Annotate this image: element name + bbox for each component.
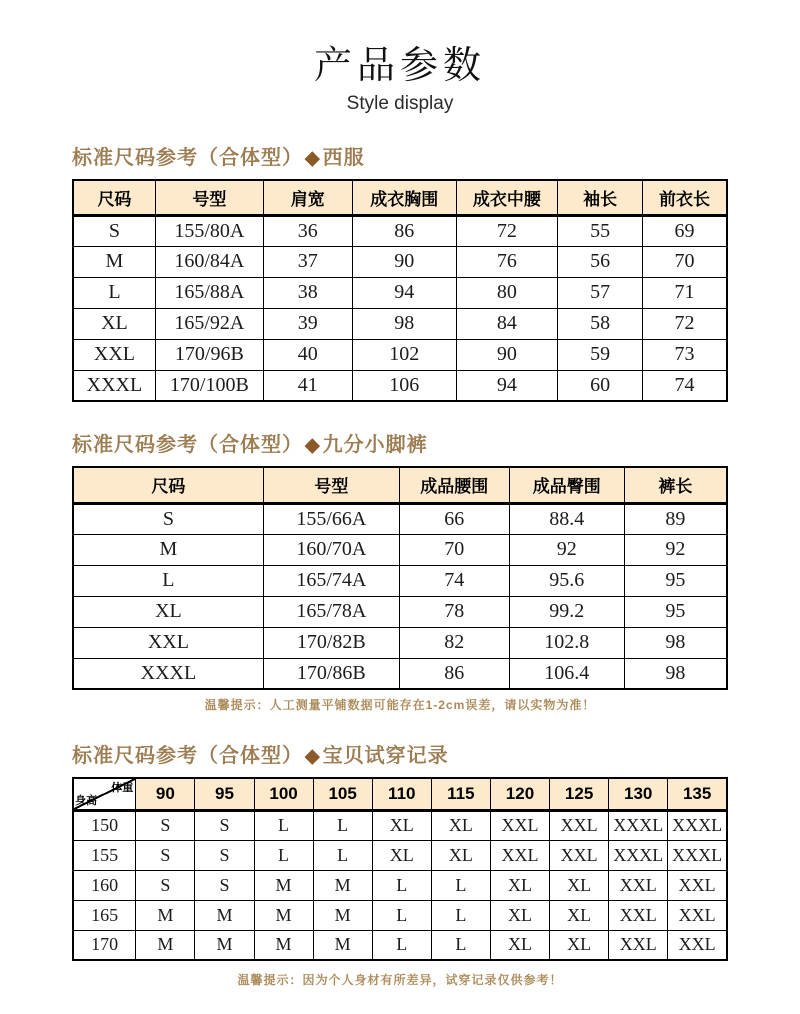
table-cell: 95.6 xyxy=(509,565,624,596)
table-cell: L xyxy=(313,840,372,870)
table-cell: 95 xyxy=(624,596,727,627)
table-cell: L xyxy=(372,900,431,930)
table-cell: 55 xyxy=(558,215,643,246)
table-row xyxy=(73,215,727,246)
table-row xyxy=(73,930,727,960)
table-cell: 57 xyxy=(558,277,643,308)
section-title-text: 标准尺码参考（合体型） xyxy=(72,434,303,456)
table-cell: XL xyxy=(550,900,609,930)
table-cell: 80 xyxy=(456,277,557,308)
table-cell: 72 xyxy=(643,308,727,339)
table-cell: L xyxy=(431,900,490,930)
section-pants xyxy=(72,428,728,713)
table-cell: 106 xyxy=(352,370,456,401)
fitting-note: 温馨提示：因为个人身材有所差异，试穿记录仅供参考！ xyxy=(237,973,563,987)
page-subtitle: Style display xyxy=(346,93,454,114)
column-header: 肩宽 xyxy=(263,180,352,215)
table-cell: S xyxy=(195,810,254,840)
table-cell: 90 xyxy=(456,339,557,370)
table-cell: M xyxy=(136,900,195,930)
table-cell: XXL xyxy=(73,627,263,658)
table-cell: XL xyxy=(550,930,609,960)
diamond-icon: ◆ xyxy=(305,746,321,767)
table-cell: 38 xyxy=(263,277,352,308)
title-block xyxy=(0,0,800,115)
table-cell: 82 xyxy=(399,627,509,658)
table-cell: 40 xyxy=(263,339,352,370)
table-cell: M xyxy=(195,930,254,960)
header-row xyxy=(73,180,727,215)
table-cell: 155/80A xyxy=(155,215,263,246)
table-row xyxy=(73,900,727,930)
table-cell: 76 xyxy=(456,246,557,277)
table-cell: M xyxy=(313,870,372,900)
size-table-fitting xyxy=(72,777,728,961)
table-cell: 170 xyxy=(73,930,136,960)
table-cell: M xyxy=(73,534,263,565)
table-cell: 94 xyxy=(352,277,456,308)
table-cell: S xyxy=(195,870,254,900)
section-fitting xyxy=(72,739,728,1014)
table-row xyxy=(73,308,727,339)
content xyxy=(72,141,728,1014)
table-cell: XL xyxy=(73,596,263,627)
table-cell: 84 xyxy=(456,308,557,339)
column-header: 95 xyxy=(195,778,254,810)
table-cell: M xyxy=(313,930,372,960)
table-row xyxy=(73,810,727,840)
table-cell: L xyxy=(254,840,313,870)
table-cell: 95 xyxy=(624,565,727,596)
table-cell: 165/88A xyxy=(155,277,263,308)
table-cell: 155 xyxy=(73,840,136,870)
table-cell: XL xyxy=(490,900,549,930)
table-cell: XL xyxy=(550,870,609,900)
table-cell: 165 xyxy=(73,900,136,930)
table-row xyxy=(73,596,727,627)
header-row xyxy=(73,467,727,503)
table-cell: S xyxy=(73,215,155,246)
table-cell: XXXL xyxy=(73,370,155,401)
table-cell: 71 xyxy=(643,277,727,308)
table-cell: M xyxy=(313,900,372,930)
table-row xyxy=(73,870,727,900)
table-cell: 90 xyxy=(352,246,456,277)
column-header: 成品臀围 xyxy=(509,467,624,503)
table-cell: XXXL xyxy=(73,658,263,689)
table-cell: M xyxy=(136,930,195,960)
section-title-fitting xyxy=(72,739,728,768)
table-cell: 60 xyxy=(558,370,643,401)
table-cell: XXL xyxy=(668,900,727,930)
table-cell: 102 xyxy=(352,339,456,370)
table-cell: 86 xyxy=(399,658,509,689)
table-cell: 170/96B xyxy=(155,339,263,370)
column-header: 前衣长 xyxy=(643,180,727,215)
table-cell: 98 xyxy=(624,627,727,658)
table-row xyxy=(73,503,727,534)
table-cell: XXL xyxy=(609,930,668,960)
section-title-text: 标准尺码参考（合体型） xyxy=(72,147,303,169)
table-cell: 106.4 xyxy=(509,658,624,689)
column-header: 100 xyxy=(254,778,313,810)
table-row xyxy=(73,627,727,658)
table-row xyxy=(73,840,727,870)
table-cell: S xyxy=(73,503,263,534)
table-cell: 98 xyxy=(624,658,727,689)
column-header: 110 xyxy=(372,778,431,810)
table-cell: XXL xyxy=(550,810,609,840)
table-cell: 170/100B xyxy=(155,370,263,401)
column-header: 成衣中腰 xyxy=(456,180,557,215)
diamond-icon: ◆ xyxy=(305,148,321,169)
page-title: 产品参数 xyxy=(313,45,486,87)
table-cell: 88.4 xyxy=(509,503,624,534)
table-cell: XXL xyxy=(668,930,727,960)
column-header: 135 xyxy=(668,778,727,810)
column-header: 成品腰围 xyxy=(399,467,509,503)
column-header: 号型 xyxy=(155,180,263,215)
table-cell: L xyxy=(372,870,431,900)
table-cell: XXL xyxy=(490,810,549,840)
table-cell: XXXL xyxy=(609,810,668,840)
table-cell: 98 xyxy=(352,308,456,339)
table-cell: XL xyxy=(73,308,155,339)
table-cell: S xyxy=(195,840,254,870)
table-cell: M xyxy=(254,900,313,930)
table-cell: XXXL xyxy=(609,840,668,870)
table-cell: 69 xyxy=(643,215,727,246)
table-cell: 160/70A xyxy=(263,534,399,565)
table-cell: XXXL xyxy=(668,840,727,870)
table-cell: XL xyxy=(490,870,549,900)
column-header: 130 xyxy=(609,778,668,810)
table-cell: 70 xyxy=(643,246,727,277)
height-axis-label: 身高 xyxy=(75,794,97,807)
table-cell: L xyxy=(313,810,372,840)
table-row xyxy=(73,565,727,596)
table-cell: 56 xyxy=(558,246,643,277)
table-cell: S xyxy=(136,870,195,900)
table-cell: 37 xyxy=(263,246,352,277)
section-suit xyxy=(72,141,728,402)
table-row xyxy=(73,339,727,370)
table-cell: XXL xyxy=(609,900,668,930)
table-cell: 72 xyxy=(456,215,557,246)
weight-axis-label: 体重 xyxy=(111,782,134,794)
table-row xyxy=(73,658,727,689)
table-cell: 89 xyxy=(624,503,727,534)
table-cell: 70 xyxy=(399,534,509,565)
table-cell: XL xyxy=(372,840,431,870)
table-cell: XL xyxy=(431,810,490,840)
table-cell: 170/86B xyxy=(263,658,399,689)
table-cell: L xyxy=(73,565,263,596)
diamond-icon: ◆ xyxy=(305,435,321,456)
table-cell: 58 xyxy=(558,308,643,339)
table-cell: L xyxy=(254,810,313,840)
column-header: 115 xyxy=(431,778,490,810)
column-header: 袖长 xyxy=(558,180,643,215)
table-cell: 78 xyxy=(399,596,509,627)
column-header: 成衣胸围 xyxy=(352,180,456,215)
table-cell: L xyxy=(431,930,490,960)
table-cell: M xyxy=(254,930,313,960)
table-cell: XXL xyxy=(73,339,155,370)
table-cell: 165/92A xyxy=(155,308,263,339)
column-header: 尺码 xyxy=(73,180,155,215)
table-cell: 92 xyxy=(624,534,727,565)
section-subject-label: 九分小脚裤 xyxy=(322,434,428,456)
size-table-suit xyxy=(72,179,728,402)
table-cell: 160/84A xyxy=(155,246,263,277)
column-header: 105 xyxy=(313,778,372,810)
column-header: 120 xyxy=(490,778,549,810)
table-cell: 150 xyxy=(73,810,136,840)
table-cell: XXL xyxy=(550,840,609,870)
table-cell: 36 xyxy=(263,215,352,246)
section-title-pants xyxy=(72,428,728,457)
table-cell: 92 xyxy=(509,534,624,565)
section-subject-label: 宝贝试穿记录 xyxy=(322,745,449,767)
table-cell: XL xyxy=(372,810,431,840)
table-cell: 102.8 xyxy=(509,627,624,658)
table-cell: 74 xyxy=(643,370,727,401)
table-cell: 160 xyxy=(73,870,136,900)
table-cell: 94 xyxy=(456,370,557,401)
table-cell: 170/82B xyxy=(263,627,399,658)
table-cell: 155/66A xyxy=(263,503,399,534)
table-cell: XXL xyxy=(668,870,727,900)
section-subject-label: 西服 xyxy=(322,147,365,169)
table-cell: M xyxy=(73,246,155,277)
table-cell: 86 xyxy=(352,215,456,246)
corner-cell xyxy=(73,778,136,810)
table-cell: XXL xyxy=(490,840,549,870)
header-row xyxy=(73,778,727,810)
table-row xyxy=(73,277,727,308)
column-header: 125 xyxy=(550,778,609,810)
table-cell: 73 xyxy=(643,339,727,370)
table-cell: 165/74A xyxy=(263,565,399,596)
table-cell: XL xyxy=(490,930,549,960)
table-cell: L xyxy=(372,930,431,960)
table-cell: XXXL xyxy=(668,810,727,840)
column-header: 尺码 xyxy=(73,467,263,503)
table-cell: 41 xyxy=(263,370,352,401)
table-cell: M xyxy=(195,900,254,930)
column-header: 裤长 xyxy=(624,467,727,503)
section-title-text: 标准尺码参考（合体型） xyxy=(72,745,303,767)
table-cell: M xyxy=(254,870,313,900)
table-cell: 165/78A xyxy=(263,596,399,627)
table-cell: XXL xyxy=(609,870,668,900)
table-cell: S xyxy=(136,810,195,840)
column-header: 号型 xyxy=(263,467,399,503)
table-row xyxy=(73,246,727,277)
table-cell: L xyxy=(73,277,155,308)
table-cell: XL xyxy=(431,840,490,870)
section-title-suit xyxy=(72,141,728,170)
table-cell: L xyxy=(431,870,490,900)
table-row xyxy=(73,370,727,401)
size-table-pants xyxy=(72,466,728,690)
table-cell: 74 xyxy=(399,565,509,596)
table-cell: 39 xyxy=(263,308,352,339)
measure-note: 温馨提示：人工测量平铺数据可能存在1-2cm误差，请以实物为准！ xyxy=(204,698,596,712)
table-cell: 59 xyxy=(558,339,643,370)
table-row xyxy=(73,534,727,565)
table-cell: 66 xyxy=(399,503,509,534)
table-cell: 99.2 xyxy=(509,596,624,627)
column-header: 90 xyxy=(136,778,195,810)
table-cell: S xyxy=(136,840,195,870)
